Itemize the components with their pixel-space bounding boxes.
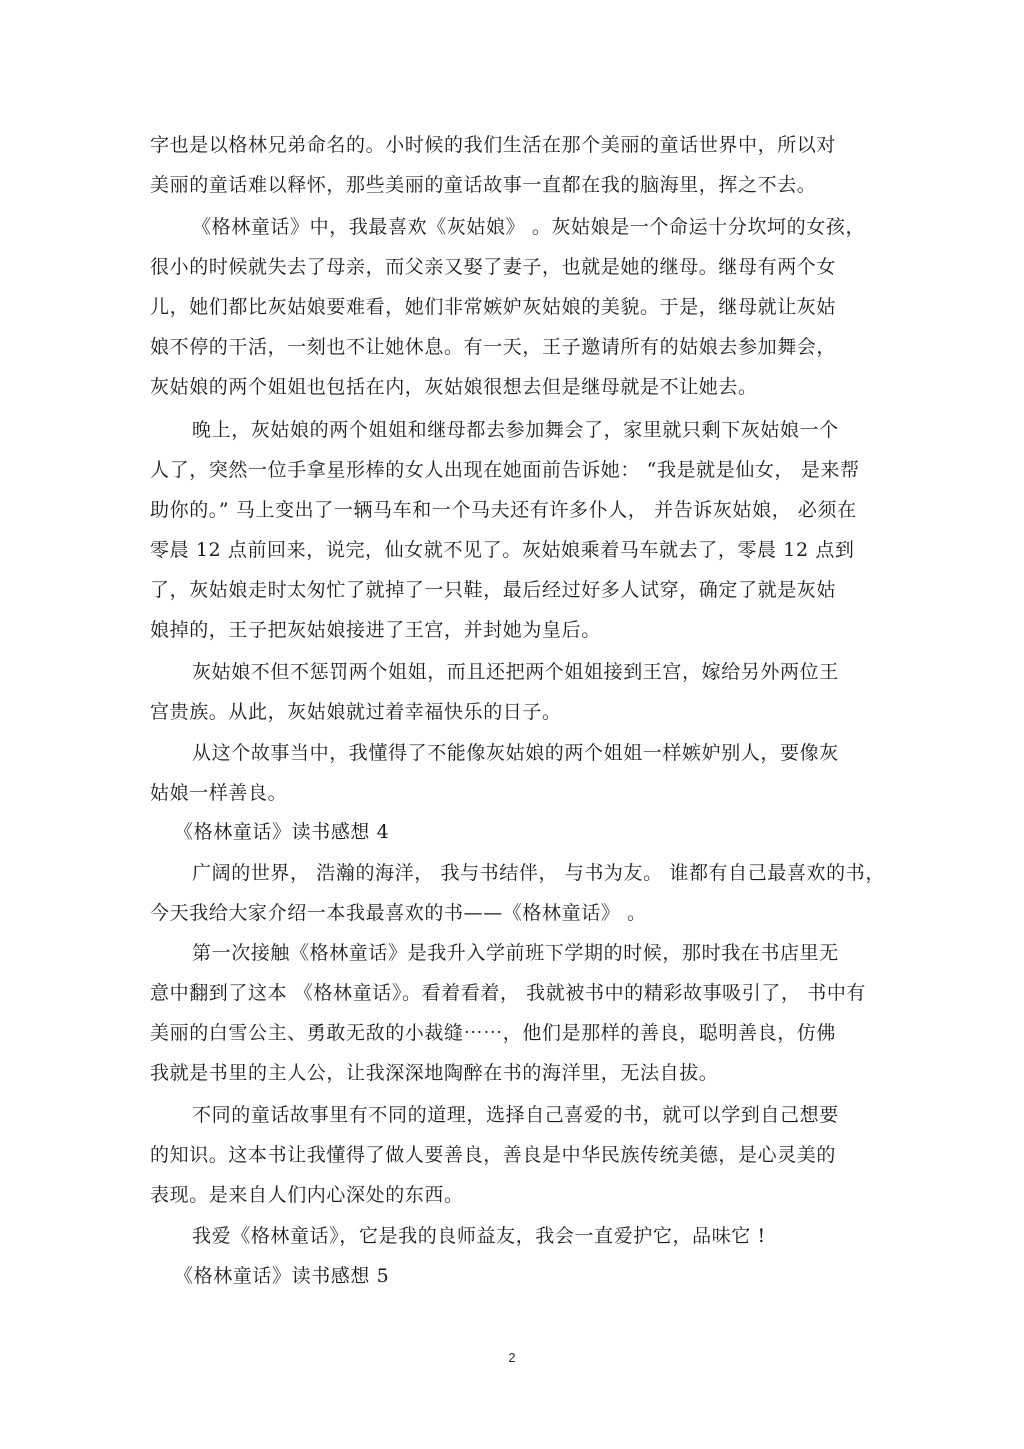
text-line: 灰姑娘的两个姐姐也包括在内，灰姑娘很想去但是继母就是不让她去。 xyxy=(150,376,758,398)
text-line: 不同的童话故事里有不同的道理，选择自己喜爱的书，就可以学到自己想要 xyxy=(192,1104,839,1126)
text-line: 灰姑娘不但不惩罚两个姐姐，而且还把两个姐姐接到王宫，嫁给另外两位王 xyxy=(192,661,839,683)
text-line: 表现。是来自人们内心深处的东西。 xyxy=(150,1184,464,1206)
text-line: 很小的时候就失去了母亲，而父亲又娶了妻子，也就是她的继母。继母有两个女 xyxy=(150,256,837,278)
text-line: 美丽的童话难以释怀，那些美丽的童话故事一直都在我的脑海里，挥之不去。 xyxy=(150,174,817,196)
text-line: 《格林童话》中，我最喜欢《灰姑娘》 。灰姑娘是一个命运十分坎坷的女孩， xyxy=(192,216,866,238)
text-line: 今天我给大家介绍一本我最喜欢的书——《格林童话》 。 xyxy=(150,902,647,924)
text-line: 助你的。” 马上变出了一辆马车和一个马夫还有许多仆人， 并告诉灰姑娘， 必须在 xyxy=(150,499,857,521)
text-line: 人了，突然一位手拿星形棒的女人出现在她面前告诉她： “我是就是仙女， 是来帮 xyxy=(150,459,860,481)
text-line: 我爱《格林童话》，它是我的良师益友，我会一直爱护它，品味它 ! xyxy=(192,1225,766,1247)
text-line: 娘不停的干活，一刻也不让她休息。有一天，王子邀请所有的姑娘去参加舞会， xyxy=(150,336,837,358)
section-heading: 《格林童话》读书感想 4 xyxy=(174,821,390,843)
text-line: 从这个故事当中，我懂得了不能像灰姑娘的两个姐姐一样嫉妒别人，要像灰 xyxy=(192,742,839,764)
text-line: 娘掉的，王子把灰姑娘接进了王宫，并封她为皇后。 xyxy=(150,619,601,641)
text-line: 意中翻到了这本 《格林童话》。看着看着， 我就被书中的精彩故事吸引了， 书中有 xyxy=(150,982,867,1004)
text-line: 我就是书里的主人公，让我深深地陶醉在书的海洋里，无法自拔。 xyxy=(150,1062,719,1084)
text-line: 美丽的白雪公主、勇敢无敌的小裁缝⋯⋯，他们是那样的善良，聪明善良，仿佛 xyxy=(150,1022,837,1044)
text-line: 广阔的世界， 浩瀚的海洋， 我与书结伴， 与书为友。 谁都有自己最喜欢的书， xyxy=(192,862,885,884)
text-line: 的知识。这本书让我懂得了做人要善良，善良是中华民族传统美德，是心灵美的 xyxy=(150,1144,837,1166)
text-line: 姑娘一样善良。 xyxy=(150,782,288,804)
section-heading: 《格林童话》读书感想 5 xyxy=(174,1265,390,1287)
text-line: 零晨 12 点前回来，说完，仙女就不见了。灰姑娘乘着马车就去了，零晨 12 点到 xyxy=(150,539,855,561)
text-line: 第一次接触《格林童话》是我升入学前班下学期的时候，那时我在书店里无 xyxy=(192,942,839,964)
text-line: 儿，她们都比灰姑娘要难看，她们非常嫉妒灰姑娘的美貌。于是，继母就让灰姑 xyxy=(150,296,837,318)
page-number: 2 xyxy=(508,1350,516,1365)
text-line: 宫贵族。从此，灰姑娘就过着幸福快乐的日子。 xyxy=(150,701,562,723)
text-line: 字也是以格林兄弟命名的。小时候的我们生活在那个美丽的童话世界中，所以对 xyxy=(150,134,837,156)
text-line: 了，灰姑娘走时太匆忙了就掉了一只鞋，最后经过好多人试穿，确定了就是灰姑 xyxy=(150,579,837,601)
text-line: 晚上，灰姑娘的两个姐姐和继母都去参加舞会了，家里就只剩下灰姑娘一个 xyxy=(192,419,839,441)
